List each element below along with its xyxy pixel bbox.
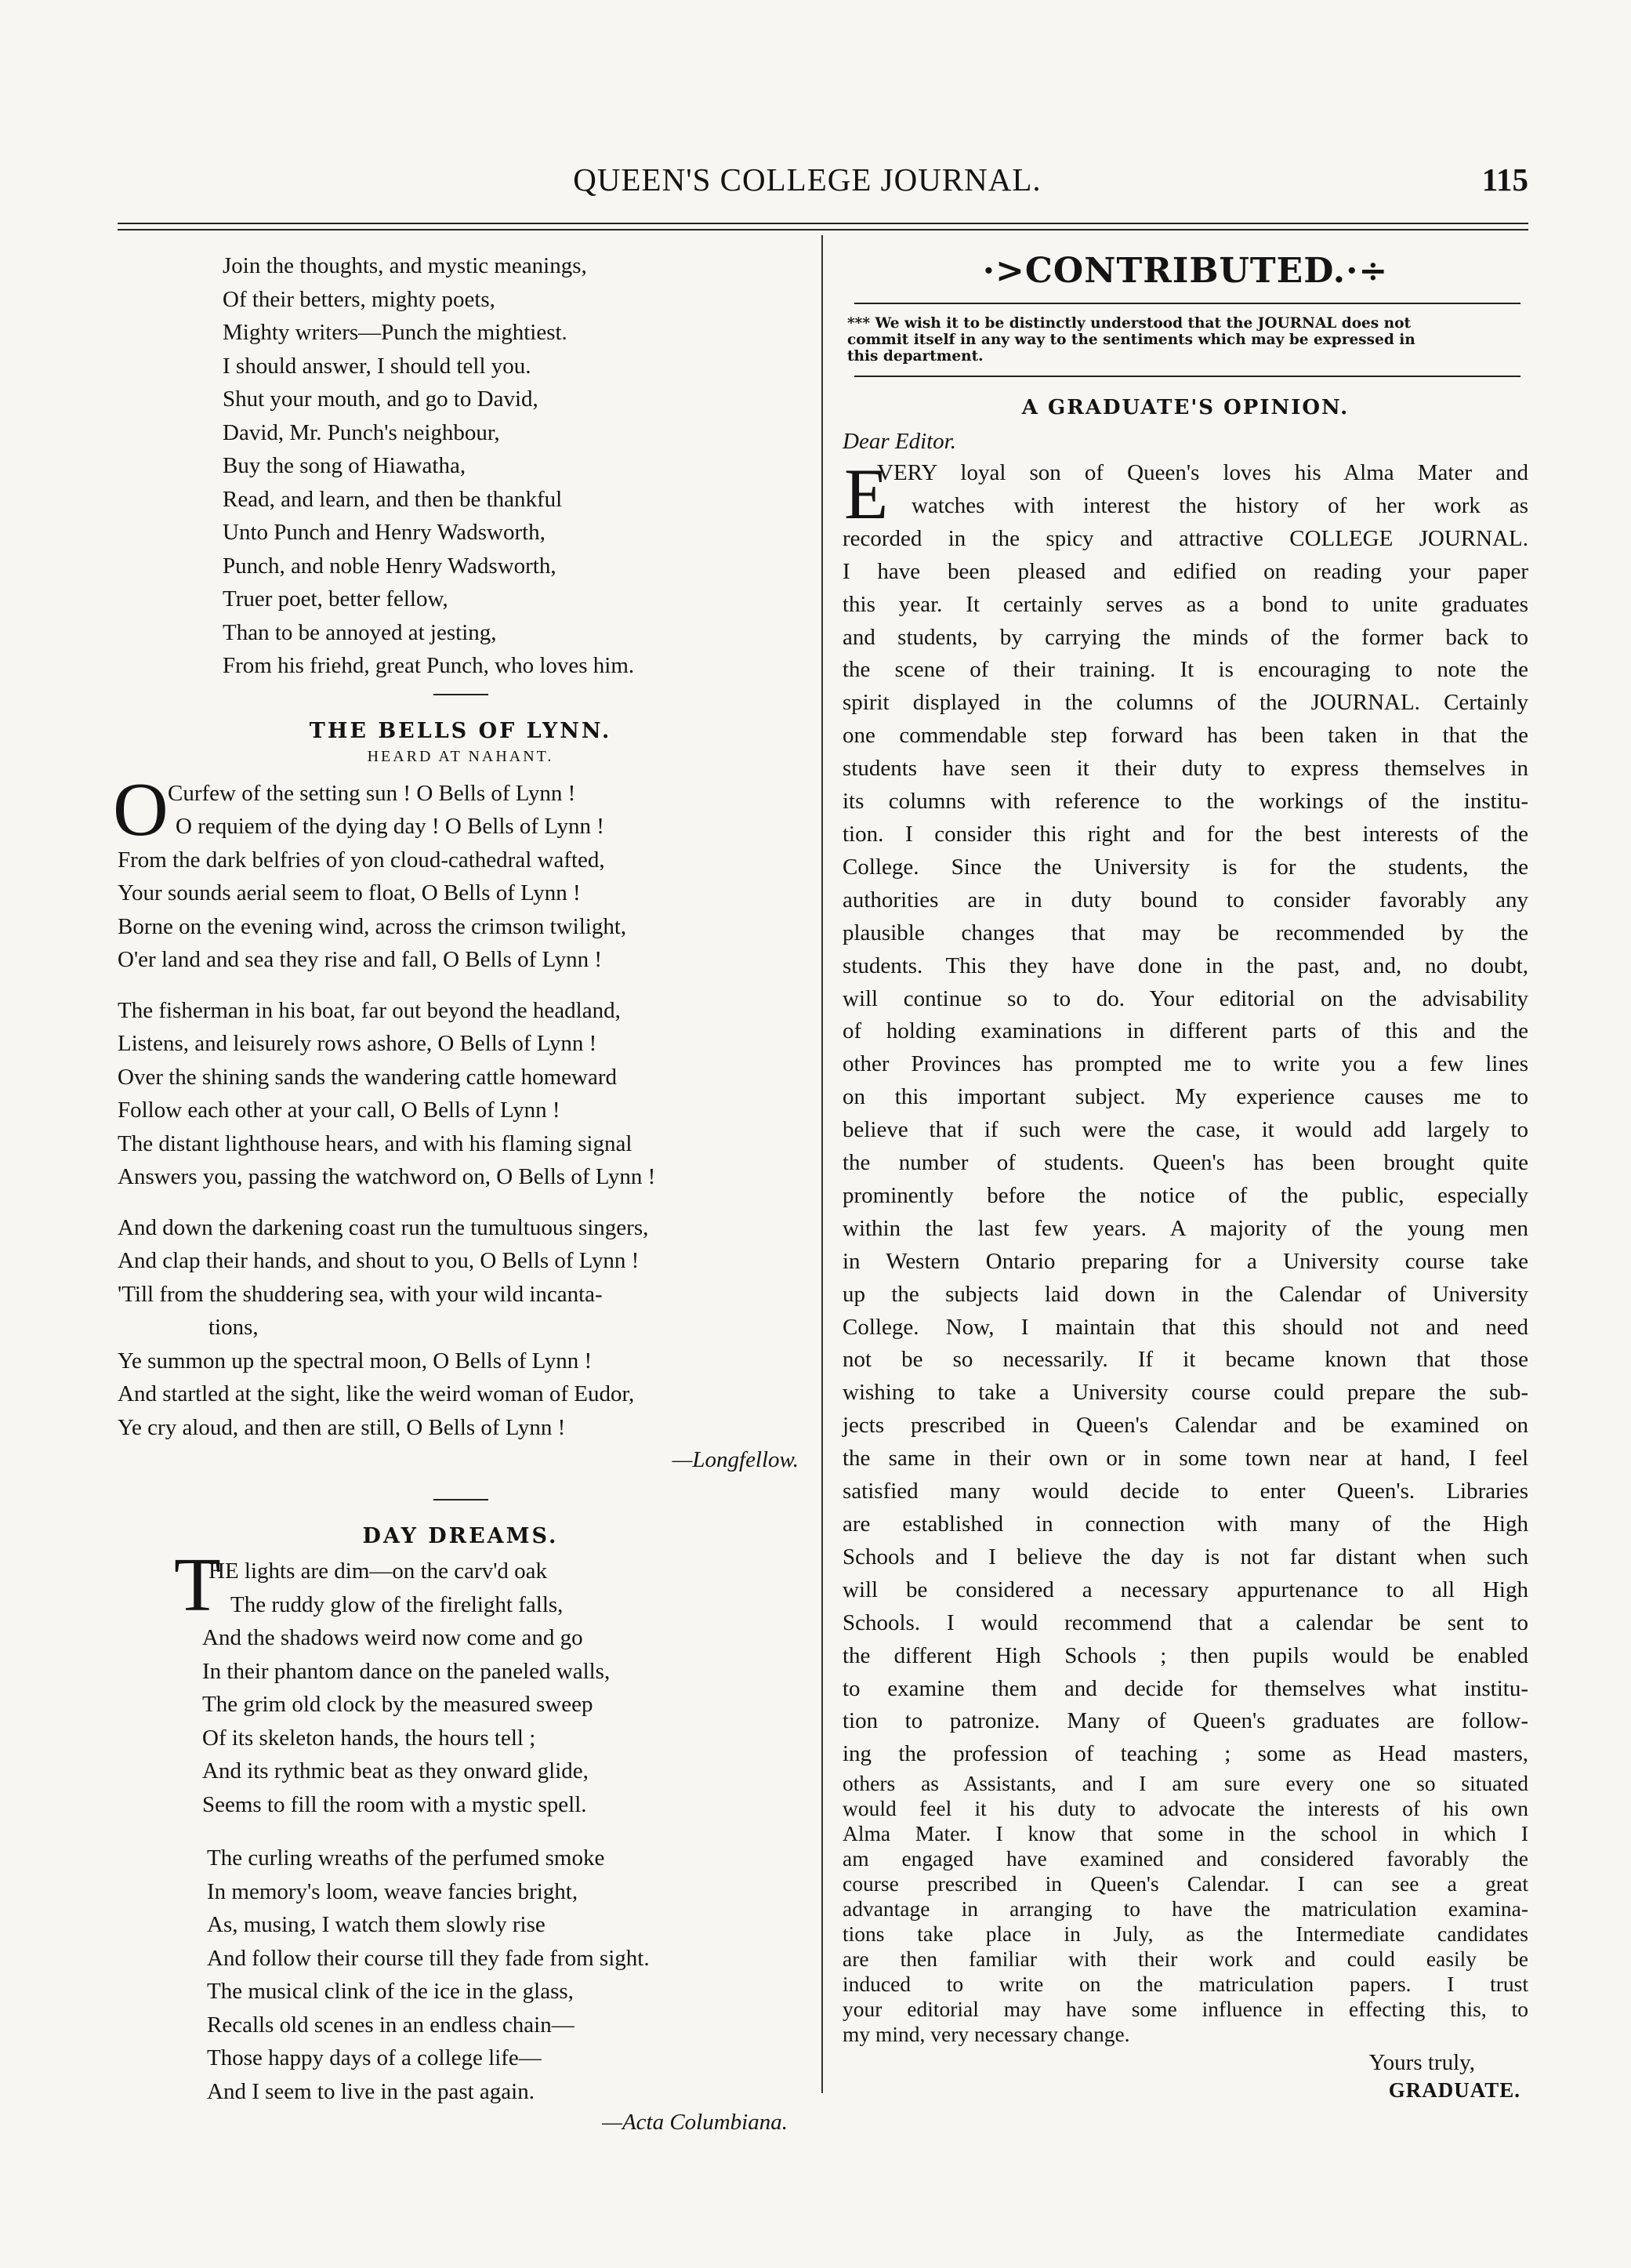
poem-line: Follow each other at your call, O Bells of Lynn ! xyxy=(118,1098,560,1123)
article-body xyxy=(843,454,1528,2047)
poem-line: In their phantom dance on the paneled walls, xyxy=(202,1658,611,1684)
poem-line: Mighty writers—Punch the mightiest. xyxy=(223,320,567,345)
prose-line: are then familiar with their work and could easily be xyxy=(843,1947,1528,1972)
daydreams-attribution: —Acta Columbiana. xyxy=(602,2110,788,2135)
poem-line: The curling wreaths of the perfumed smoke xyxy=(207,1845,605,1871)
prose-line: will continue so to do. Your editorial on the advisability xyxy=(843,985,1528,1011)
page-number: 115 xyxy=(1481,161,1528,198)
poem-line: Ye summon up the spectral moon, O Bells of Lynn ! xyxy=(118,1348,593,1374)
prose-line: Schools and I believe the day is not far distant when such xyxy=(843,1544,1528,1569)
prose-line: advantage in arranging to have the matriculation examina- xyxy=(843,1896,1528,1921)
prose-line: other Provinces has prompted me to write you a few lines xyxy=(843,1051,1528,1077)
daydreams-stanza-1 xyxy=(118,1543,803,1821)
bells-title: THE BELLS OF LYNN. xyxy=(309,718,612,743)
prose-line: the different High Schools ; then pupils would be enabled xyxy=(843,1642,1528,1668)
poem-line: As, musing, I watch them slowly rise xyxy=(207,1912,545,1937)
poem-line: The musical clink of the ice in the glass, xyxy=(207,1979,574,2004)
prose-line: to examine them and decide for themselves what institu- xyxy=(843,1675,1528,1701)
poem-line: tions, xyxy=(208,1315,259,1340)
poem-line: Read, and learn, and then be thankful xyxy=(223,486,563,512)
prose-line: the scene of their training. It is encouraging to note the xyxy=(843,657,1528,683)
prose-line: my mind, very necessary change. xyxy=(843,2022,1130,2047)
prose-line: this year. It certainly serves as a bond to unite graduates xyxy=(843,591,1528,617)
prose-line: within the last few years. A majority of the young men xyxy=(843,1215,1528,1241)
section-rule xyxy=(433,694,488,695)
prose-line: the same in their own or in some town near at hand, I feel xyxy=(843,1446,1528,1471)
prose-line: spirit displayed in the columns of the JOURNAL. Certainly xyxy=(843,690,1528,716)
prose-line: wishing to take a University course could prepare the sub- xyxy=(843,1380,1528,1406)
prose-line: VERY loyal son of Queen's loves his Alma Mater and xyxy=(877,460,1528,485)
poem-line: The ruddy glow of the firelight falls, xyxy=(230,1591,564,1617)
prose-line: jects prescribed in Queen's Calendar and be examined on xyxy=(843,1413,1528,1439)
disclaimer-line: commit itself in any way to the sentiments which may be expressed in xyxy=(847,332,1415,348)
salutation: Dear Editor. xyxy=(843,429,956,454)
opening-poem xyxy=(118,249,803,683)
column-divider xyxy=(821,235,823,2093)
prose-line: your editorial may have some influence in effecting this, to xyxy=(843,1997,1528,2022)
prose-line: of holding examinations in different parts of this and the xyxy=(843,1018,1528,1044)
poem-line: And I seem to live in the past again. xyxy=(207,2078,535,2104)
poem-line: The distant lighthouse hears, and with his flaming signal xyxy=(118,1130,632,1156)
poem-line: Those happy days of a college life— xyxy=(207,2045,542,2070)
poem-line: In memory's loom, weave fancies bright, xyxy=(207,1878,578,1904)
prose-line: satisfied many would decide to enter Queen's. Libraries xyxy=(843,1479,1528,1504)
poem-line: Punch, and noble Henry Wadsworth, xyxy=(223,553,556,579)
prose-line: am engaged have examined and considered favorably the xyxy=(843,1846,1528,1871)
poem-line: Recalls old scenes in an endless chain— xyxy=(207,2012,574,2038)
poem-line: And down the darkening coast run the tumultuous singers, xyxy=(118,1214,649,1240)
poem-line: O requiem of the dying day ! O Bells of Lynn ! xyxy=(176,814,604,839)
prose-line: authorities are in duty bound to consider favorably any xyxy=(843,887,1528,913)
poem-line: Curfew of the setting sun ! O Bells of Lynn ! xyxy=(168,780,576,806)
prose-line: induced to write on the matriculation papers. I trust xyxy=(843,1972,1528,1997)
poem-line: Seems to fill the room with a mystic spell. xyxy=(202,1791,587,1817)
prose-line: its columns with reference to the workings of the institu- xyxy=(843,789,1528,815)
poem-line: And the shadows weird now come and go xyxy=(202,1625,583,1650)
poem-line: Borne on the evening wind, across the crimson twilight, xyxy=(118,913,627,939)
prose-line: course prescribed in Queen's Calendar. I can see a great xyxy=(843,1871,1528,1896)
prose-line: ing the profession of teaching ; some as Head masters, xyxy=(843,1741,1528,1767)
poem-line: Shut your mouth, and go to David, xyxy=(223,386,538,412)
section-rule xyxy=(854,303,1520,304)
poem-line: Of its skeleton hands, the hours tell ; xyxy=(202,1725,536,1751)
bells-subtitle: HEARD AT NAHANT. xyxy=(367,747,554,765)
bells-attribution: —Longfellow. xyxy=(672,1447,799,1472)
poem-line: Of their betters, mighty poets, xyxy=(223,286,495,312)
poem-line: Listens, and leisurely rows ashore, O Bells of Lynn ! xyxy=(118,1031,597,1056)
prose-line: not be so necessarily. If it became known that those xyxy=(843,1347,1528,1373)
poem-line: From the dark belfries of yon cloud-cathedral wafted, xyxy=(118,847,605,873)
prose-line: will be considered a necessary appurtenance to all High xyxy=(843,1577,1528,1602)
poem-line: Ye cry aloud, and then are still, O Bells of Lynn ! xyxy=(118,1414,566,1440)
disclaimer-line: *** We wish it to be distinctly understood that the JOURNAL does not xyxy=(847,315,1411,332)
prose-line: Schools. I would recommend that a calendar be sent to xyxy=(843,1609,1528,1635)
section-rule xyxy=(433,1499,488,1501)
prose-line: on this important subject. My experience causes me to xyxy=(843,1084,1528,1110)
header-rule-top xyxy=(118,223,1528,224)
running-head: QUEEN'S COLLEGE JOURNAL. xyxy=(573,161,1042,198)
poem-line: And clap their hands, and shout to you, O Bells of Lynn ! xyxy=(118,1248,640,1273)
poem-line: 'Till from the shuddering sea, with your wild incanta- xyxy=(118,1281,603,1307)
poem-line: I should answer, I should tell you. xyxy=(223,353,531,379)
dropcap-letter: O xyxy=(113,767,169,852)
poem-line: Than to be annoyed at jesting, xyxy=(223,619,497,645)
poem-line: David, Mr. Punch's neighbour, xyxy=(223,419,500,445)
poem-line: Join the thoughts, and mystic meanings, xyxy=(223,253,587,278)
dropcap-letter: T xyxy=(174,1543,221,1628)
prose-line: tion to patronize. Many of Queen's graduates are follow- xyxy=(843,1708,1528,1734)
daydreams-title: DAY DREAMS. xyxy=(362,1524,559,1548)
right-column xyxy=(843,249,1528,2103)
disclaimer xyxy=(843,315,1528,365)
daydreams-stanza-2 xyxy=(118,1842,803,2108)
signoff: Yours truly, xyxy=(1368,2050,1475,2076)
prose-line: College. Since the University is for the students, the xyxy=(843,854,1528,880)
section-rule xyxy=(854,376,1520,377)
poem-line: From his friehd, great Punch, who loves him. xyxy=(223,653,635,678)
left-column xyxy=(113,249,803,2136)
prose-line: the number of students. Queen's has been brought quite xyxy=(843,1150,1528,1176)
poem-line: Answers you, passing the watchword on, O Bells of Lynn ! xyxy=(118,1164,656,1189)
ornament-right: ·÷ xyxy=(1346,251,1389,291)
bells-stanza-1 xyxy=(113,767,803,977)
poem-line: And follow their course till they fade from sight. xyxy=(207,1945,650,1971)
prose-line: recorded in the spicy and attractive COLLEGE JOURNAL. xyxy=(843,525,1528,551)
poem-line: Over the shining sands the wandering cattle homeward xyxy=(118,1064,618,1090)
prose-line: prominently before the notice of the public, especially xyxy=(843,1182,1528,1208)
prose-line: students. This they have done in the past, and, no doubt, xyxy=(843,953,1528,978)
poem-line: Your sounds aerial seem to float, O Bells of Lynn ! xyxy=(118,880,581,905)
prose-line: students have seen it their duty to express themselves in xyxy=(843,756,1528,782)
prose-line: and students, by carrying the minds of the former back to xyxy=(843,624,1528,650)
header-rule-bottom xyxy=(118,229,1528,230)
poem-line: The grim old clock by the measured sweep xyxy=(202,1692,593,1717)
prose-line: others as Assistants, and I am sure every one so situated xyxy=(843,1771,1528,1796)
section-heading: ·>CONTRIBUTED.·÷ xyxy=(982,251,1389,291)
poem-line: And its rythmic beat as they onward glide, xyxy=(202,1758,589,1784)
prose-line: up the subjects laid down in the Calendar of University xyxy=(843,1281,1528,1307)
disclaimer-line: this department. xyxy=(847,348,984,365)
poem-line: Buy the song of Hiawatha, xyxy=(223,453,466,478)
poem-line: HE lights are dim—on the carv'd oak xyxy=(208,1559,548,1584)
prose-line: Alma Mater. I know that some in the school in which I xyxy=(843,1821,1528,1846)
prose-line: in Western Ontario preparing for a University course take xyxy=(843,1248,1528,1274)
article-title: A GRADUATE'S OPINION. xyxy=(1021,396,1350,419)
prose-line: are established in connection with many of the High xyxy=(843,1511,1528,1537)
prose-line: believe that if such were the case, it would add largely to xyxy=(843,1117,1528,1143)
bells-stanza-2 xyxy=(118,994,803,1194)
poem-line: O'er land and sea they rise and fall, O Bells of Lynn ! xyxy=(118,947,603,972)
prose-line: College. Now, I maintain that this should not and need xyxy=(843,1314,1528,1340)
prose-line: would feel it his duty to advocate the interests of his own xyxy=(843,1796,1528,1821)
bells-stanza-3 xyxy=(118,1211,803,1445)
dropcap-letter: E xyxy=(844,454,889,534)
prose-line: tions take place in July, as the Intermediate candidates xyxy=(843,1921,1528,1947)
poem-line: Truer poet, better fellow, xyxy=(223,586,448,611)
poem-line: Unto Punch and Henry Wadsworth, xyxy=(223,520,545,545)
ornament-left: ·> xyxy=(982,251,1025,291)
prose-line: watches with interest the history of her work as xyxy=(912,492,1528,518)
prose-line: I have been pleased and edified on reading your paper xyxy=(843,558,1528,584)
prose-line: one commendable step forward has been taken in that the xyxy=(843,723,1528,749)
poem-line: The fisherman in his boat, far out beyond the headland, xyxy=(118,997,621,1023)
poem-line: And startled at the sight, like the weird woman of Eudor, xyxy=(118,1381,635,1406)
signature: GRADUATE. xyxy=(1388,2078,1520,2103)
prose-line: tion. I consider this right and for the best interests of the xyxy=(843,821,1528,847)
prose-line: plausible changes that may be recommended by the xyxy=(843,920,1528,945)
